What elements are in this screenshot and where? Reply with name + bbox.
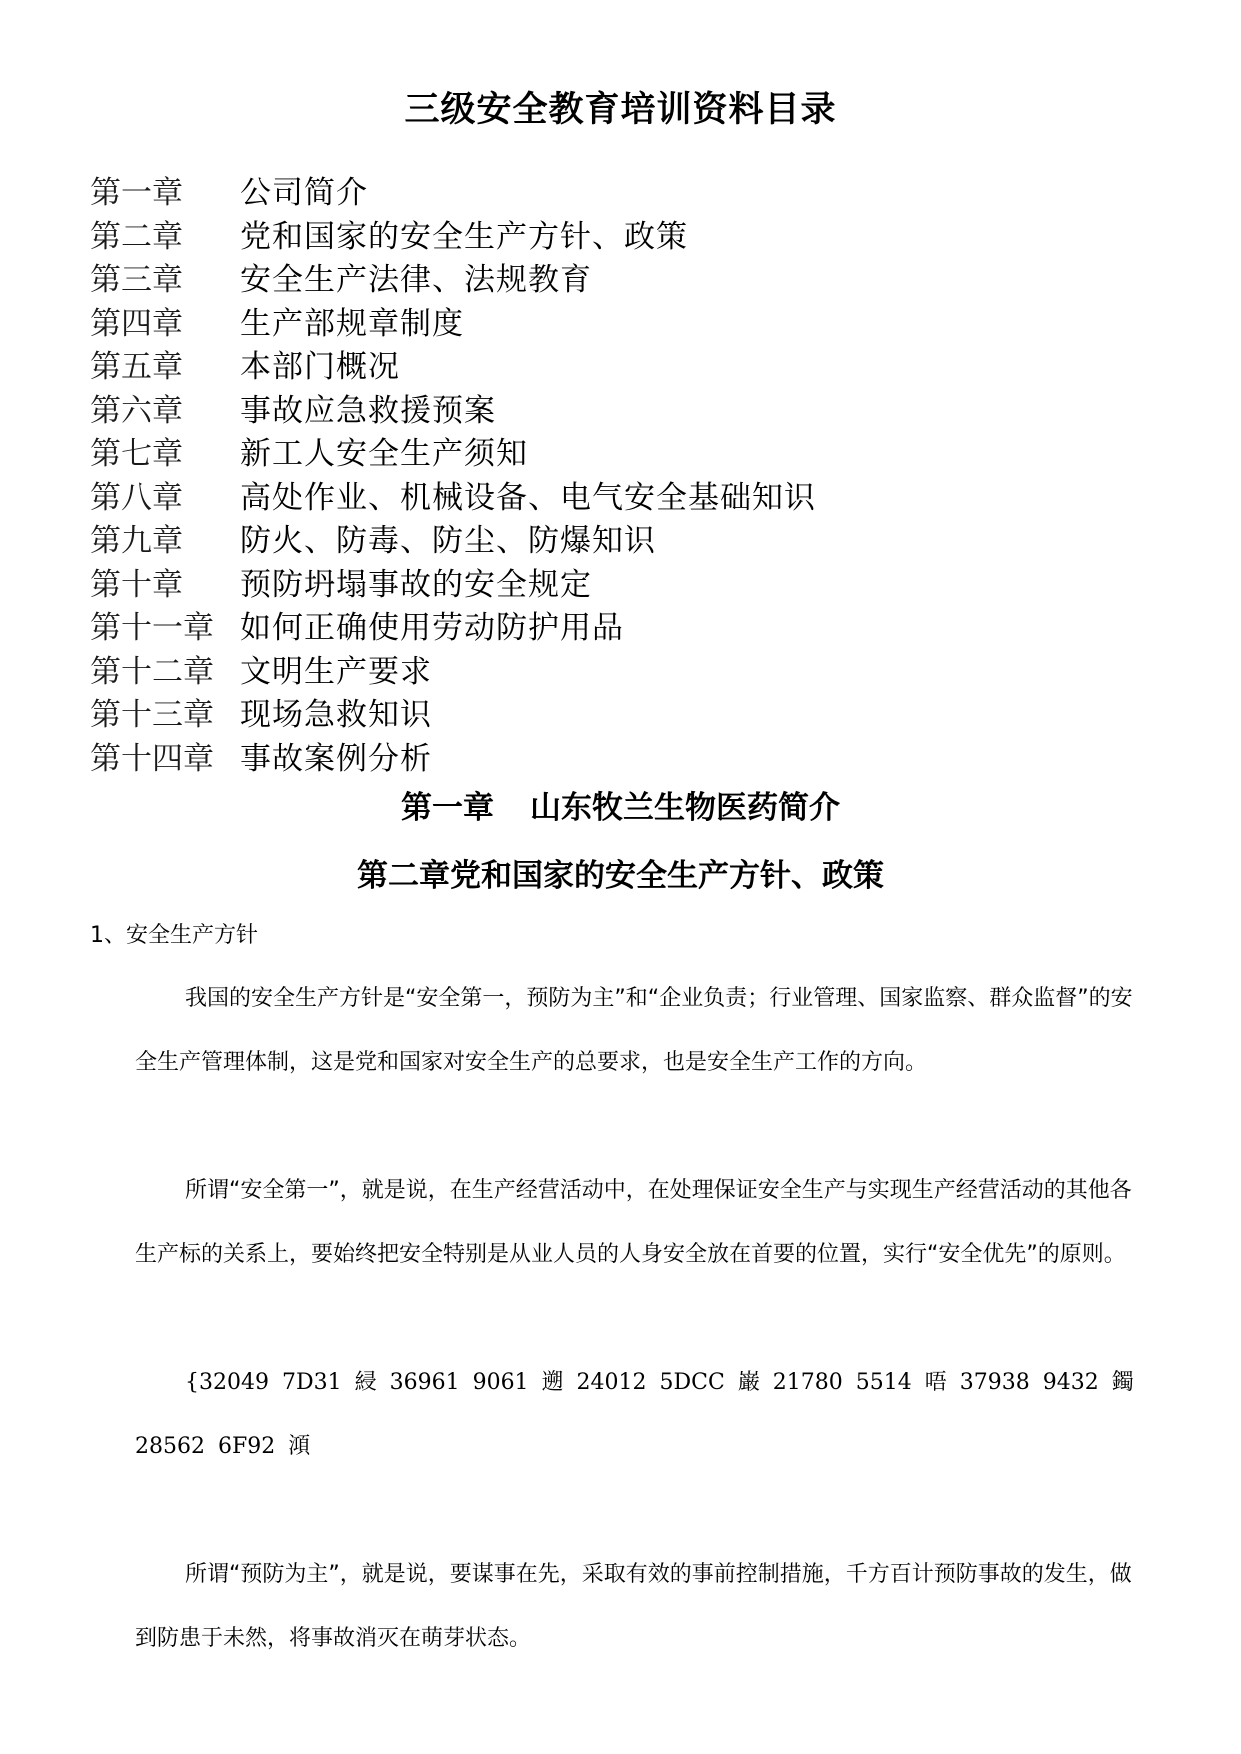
toc-chapter-name: 生产部规章制度 (240, 305, 464, 342)
toc-chapter-name: 事故案例分析 (240, 740, 432, 777)
chapter-1-name: 山东牧兰生物医药简介 (530, 790, 840, 826)
toc-chapter-number: 第二章 (90, 218, 183, 255)
paragraph-text: 所谓“预防为主”，就是说，要谋事在先，采取有效的事前控制措施，千方百计预防事故的发生，做到防患于未然，将事故消灭在萌芽状态。 (135, 1562, 1132, 1651)
toc-chapter-number: 第四章 (90, 305, 183, 342)
toc-chapter-number: 第三章 (90, 262, 183, 299)
toc-chapter-number: 第五章 (90, 349, 183, 386)
chapter-1-heading (0, 782, 1241, 827)
toc-item (90, 603, 816, 647)
document-title: 三级安全教育培训资料目录 (404, 90, 837, 130)
toc-chapter-number: 第十三章 (90, 697, 214, 734)
toc-chapter-number: 第九章 (90, 523, 183, 560)
toc-item (90, 386, 816, 430)
toc-item (90, 168, 816, 212)
toc-chapter-number: 第六章 (90, 392, 183, 429)
toc-item (90, 212, 816, 256)
paragraph-text: 所谓“安全第一”，就是说，在生产经营活动中，在处理保证安全生产与实现生产经营活动的其他各生产标的关系上，要始终把安全特别是从业人员的人身安全放在首要的位置，实行“安全优先”的原则。 (135, 1178, 1132, 1267)
toc-chapter-number: 第十二章 (90, 653, 214, 690)
toc-chapter-name: 如何正确使用劳动防护用品 (240, 610, 624, 647)
toc-chapter-name: 新工人安全生产须知 (240, 436, 528, 473)
toc-chapter-number: 第十四章 (90, 740, 214, 777)
toc-chapter-number: 第十一章 (90, 610, 214, 647)
toc-chapter-name: 事故应急救援预案 (240, 392, 496, 429)
toc-chapter-number: 第八章 (90, 479, 183, 516)
toc-chapter-name: 现场急救知识 (240, 697, 432, 734)
toc-chapter-name: 防火、防毒、防尘、防爆知识 (240, 523, 656, 560)
paragraph (135, 1543, 1145, 1671)
toc-chapter-name: 预防坍塌事故的安全规定 (240, 566, 592, 603)
toc-chapter-name: 高处作业、机械设备、电气安全基础知识 (240, 479, 816, 516)
toc-item (90, 647, 816, 691)
toc-item (90, 560, 816, 604)
toc-chapter-name: 公司简介 (240, 175, 368, 212)
chapter-2-heading: 第二章党和国家的安全生产方针、政策 (357, 858, 884, 894)
paragraph (135, 967, 1145, 1095)
toc-item (90, 255, 816, 299)
toc-item (90, 429, 816, 473)
toc-chapter-name: 安全生产法律、法规教育 (240, 262, 592, 299)
table-of-contents (90, 168, 816, 777)
toc-chapter-name: 文明生产要求 (240, 653, 432, 690)
paragraph (135, 1159, 1145, 1287)
toc-item (90, 516, 816, 560)
chapter-1-number: 第一章 (401, 790, 494, 826)
toc-item (90, 734, 816, 778)
toc-chapter-name: 党和国家的安全生产方针、政策 (240, 218, 688, 255)
toc-item (90, 690, 816, 734)
section-title: 1、安全生产方针 (90, 923, 258, 948)
toc-chapter-name: 本部门概况 (240, 349, 400, 386)
toc-chapter-number: 第十章 (90, 566, 183, 603)
garbled-text (135, 1351, 1145, 1479)
toc-item (90, 473, 816, 517)
toc-item (90, 299, 816, 343)
toc-chapter-number: 第一章 (90, 175, 183, 212)
paragraph-text: 我国的安全生产方针是“安全第一，预防为主”和“企业负责；行业管理、国家监察、群众监督”的安全生产管理体制，这是党和国家对安全生产的总要求，也是安全生产工作的方向。 (135, 986, 1133, 1075)
garbled-text-content: {32049 7D31 綅 36961 9061 遡 24012 5DCC 巌 21780 5514 唔 37938 9432 鐲 28562 6F92 澒 (135, 1370, 1134, 1459)
toc-item (90, 342, 816, 386)
toc-chapter-number: 第七章 (90, 436, 183, 473)
